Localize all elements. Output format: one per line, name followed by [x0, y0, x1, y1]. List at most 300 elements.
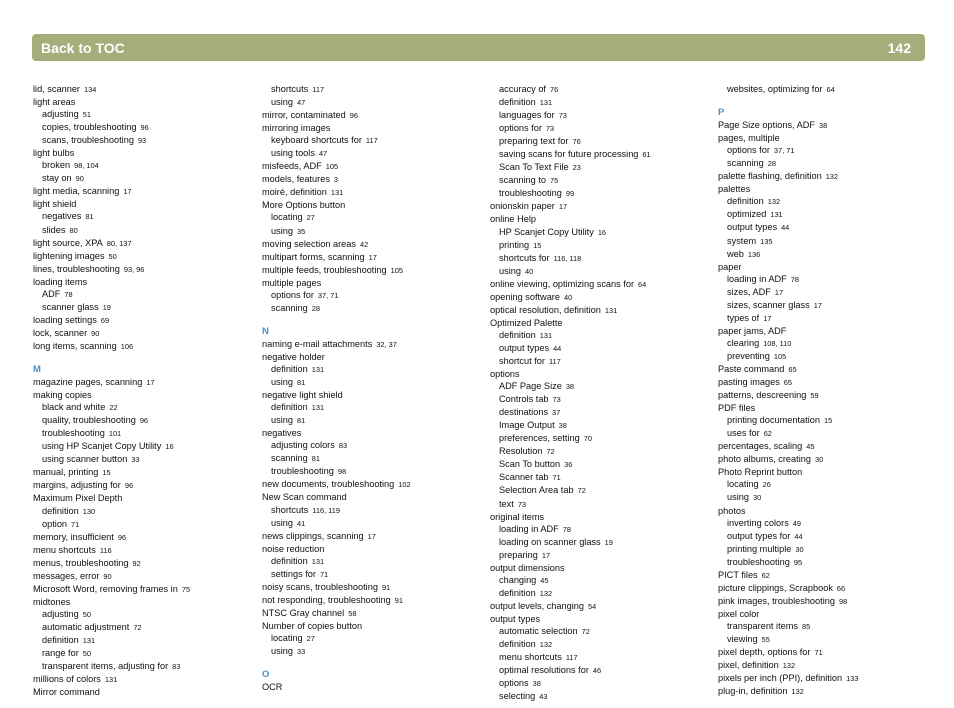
page-reference-link[interactable]: 131: [104, 675, 118, 685]
page-reference-link[interactable]: 96: [140, 123, 149, 133]
index-entry: [262, 427, 487, 439]
index-term: output dimensions: [490, 562, 565, 573]
index-term: locating: [727, 479, 759, 490]
page-reference-link[interactable]: 37: [552, 408, 561, 418]
page-reference-link[interactable]: 134: [83, 85, 97, 94]
index-term: automatic adjustment: [42, 621, 130, 632]
page-reference-link[interactable]: 130: [82, 506, 96, 516]
index-term: models, features: [262, 174, 330, 185]
index-term: adjusting colors: [271, 440, 335, 451]
index-entry: [262, 186, 487, 199]
page-reference-link[interactable]: 17: [368, 252, 377, 262]
index-subentry: [33, 608, 258, 621]
page-reference-link[interactable]: 117: [565, 653, 578, 663]
back-to-toc-link[interactable]: Back to TOC: [41, 39, 125, 56]
index-subentry: [490, 523, 715, 536]
page-reference-link[interactable]: 17: [367, 531, 376, 541]
page-reference-link[interactable]: 131: [770, 210, 783, 220]
index-term: lines, troubleshooting: [33, 263, 120, 274]
page-reference-link[interactable]: 37, 71: [773, 146, 795, 156]
page-reference-link[interactable]: 50: [82, 609, 92, 619]
page-reference-link[interactable]: 51: [82, 110, 92, 120]
page-reference-link[interactable]: 136: [747, 249, 761, 259]
page-reference-link[interactable]: 90: [91, 328, 100, 338]
index-term: not responding, troubleshooting: [262, 594, 391, 605]
index-entry: [33, 340, 258, 353]
index-term: palette flashing, definition: [718, 171, 822, 182]
page-reference-link[interactable]: 132: [767, 197, 781, 207]
page-reference-link[interactable]: 42: [359, 239, 369, 249]
page-reference-link[interactable]: 117: [312, 85, 325, 94]
index-entry: [490, 368, 715, 380]
index-subentry: [718, 478, 943, 491]
page-reference-link[interactable]: 45: [806, 442, 815, 452]
page-reference-link[interactable]: 28: [767, 159, 777, 169]
index-subentry: [262, 465, 487, 478]
page-reference-link[interactable]: 70: [583, 434, 592, 444]
index-term: light shield: [33, 199, 77, 210]
index-term: preparing: [499, 549, 538, 560]
index-term: original items: [490, 511, 545, 522]
index-subentry: [33, 159, 258, 172]
page-reference-link[interactable]: 71: [814, 648, 823, 658]
index-subentry: [718, 208, 943, 221]
index-letter-heading: P: [718, 107, 725, 119]
index-term: ADF Page Size: [499, 381, 562, 392]
page-reference-link[interactable]: 131: [539, 330, 553, 340]
index-term: preparing text for: [499, 136, 569, 147]
index-term: Page Size options, ADF: [718, 120, 816, 131]
index-entry: [262, 109, 487, 122]
index-subentry: [33, 453, 258, 466]
page-reference-link[interactable]: 96: [349, 111, 358, 121]
index-subentry: [262, 302, 487, 315]
page-reference-link[interactable]: 27: [306, 213, 315, 223]
page-reference-link[interactable]: 36: [564, 460, 573, 470]
page-reference-link[interactable]: 44: [794, 531, 803, 541]
page-reference-link[interactable]: 81: [296, 378, 306, 388]
index-term: pixels per inch (PPI), definition: [718, 673, 843, 684]
index-entry: [33, 96, 258, 108]
page-reference-link[interactable]: 17: [763, 313, 772, 323]
index-subentry: [718, 299, 943, 312]
index-term: opening software: [490, 291, 560, 302]
index-entry: [490, 613, 715, 625]
index-subentry: [490, 122, 715, 135]
page-reference-link[interactable]: 64: [826, 85, 835, 94]
page-reference-link[interactable]: 16: [597, 227, 607, 237]
index-subentry: [490, 355, 715, 368]
index-term: loading settings: [33, 314, 97, 325]
page-reference-link[interactable]: 30: [814, 455, 824, 465]
index-letter-heading: N: [262, 325, 269, 337]
index-term: More Options button: [262, 200, 346, 211]
page-reference-link[interactable]: 78: [64, 289, 73, 299]
page-reference-link[interactable]: 45: [540, 575, 549, 585]
page-reference-link[interactable]: 17: [813, 300, 822, 310]
index-term: inverting colors: [727, 517, 789, 528]
index-subentry: [262, 211, 487, 224]
index-term: sizes, ADF: [727, 286, 771, 297]
page-reference-link[interactable]: 35: [296, 226, 306, 236]
index-entry: [33, 686, 258, 698]
page-reference-link[interactable]: 26: [762, 480, 771, 490]
index-subentry: [490, 498, 715, 511]
page-reference-link[interactable]: 65: [788, 364, 797, 374]
page-reference-link[interactable]: 117: [548, 356, 561, 366]
page-reference-link[interactable]: 55: [761, 634, 770, 644]
index-entry: [33, 544, 258, 557]
page-reference-link[interactable]: 73: [558, 111, 567, 121]
index-letter-heading: O: [262, 669, 270, 681]
index-term: Controls tab: [499, 394, 549, 405]
page-reference-link[interactable]: 80: [69, 225, 78, 235]
page-reference-link[interactable]: 131: [604, 305, 618, 315]
page-reference-link[interactable]: 91: [394, 595, 403, 605]
index-term: paper jams, ADF: [718, 325, 787, 336]
index-entry: [490, 562, 715, 574]
index-term: sizes, scanner glass: [727, 299, 810, 310]
index-term: pages, multiple: [718, 133, 780, 144]
page-reference-link[interactable]: 78: [562, 524, 571, 534]
index-subentry: [718, 144, 943, 157]
index-term: manual, printing: [33, 467, 99, 478]
index-subentry: [262, 414, 487, 427]
page-reference-link[interactable]: 71: [552, 473, 561, 483]
page-reference-link[interactable]: 81: [296, 416, 306, 426]
page-reference-link[interactable]: 38: [565, 382, 575, 392]
index-term: negatives: [42, 211, 82, 222]
page-reference-link[interactable]: 30: [795, 544, 804, 554]
page-reference-link[interactable]: 93: [137, 136, 147, 146]
page-reference-link[interactable]: 90: [75, 174, 84, 184]
page-reference-link[interactable]: 71: [319, 569, 329, 579]
page-reference-link[interactable]: 59: [810, 391, 819, 401]
page-reference-link[interactable]: 132: [539, 640, 553, 650]
index-subentry: [262, 517, 487, 530]
page-reference-link[interactable]: 72: [546, 447, 555, 457]
index-subentry: [718, 556, 943, 569]
index-subentry: [490, 549, 715, 562]
page-reference-link[interactable]: 106: [120, 341, 134, 351]
index-term: paper: [718, 261, 742, 272]
index-subentry: [718, 286, 943, 299]
page-reference-link[interactable]: 15: [102, 468, 111, 478]
index-entry: [33, 327, 258, 340]
page-reference-link[interactable]: 30: [752, 493, 762, 503]
page-reference-link[interactable]: 38: [819, 121, 828, 131]
index-term: noisy scans, troubleshooting: [262, 581, 378, 592]
page-reference-link[interactable]: 72: [577, 486, 586, 496]
page-reference-link[interactable]: 133: [846, 674, 859, 684]
page-reference-link[interactable]: 98, 104: [74, 161, 99, 171]
page-reference-link[interactable]: 64: [638, 279, 647, 289]
index-entry: [262, 491, 487, 503]
page-reference-link[interactable]: 43: [539, 692, 548, 702]
index-entry: [718, 672, 943, 685]
index-entry: [718, 183, 943, 195]
page-reference-link[interactable]: 131: [82, 635, 96, 645]
index-term: printing: [499, 239, 530, 250]
index-entry: [33, 250, 258, 263]
page-reference-link[interactable]: 131: [539, 98, 553, 108]
page-reference-link[interactable]: 28: [311, 303, 321, 313]
index-subentry: [33, 427, 258, 440]
index-subentry: [33, 224, 258, 237]
index-term: output types: [727, 222, 778, 233]
index-term: millions of colors: [33, 674, 101, 685]
page-reference-link[interactable]: 135: [760, 236, 773, 246]
page-reference-link[interactable]: 132: [791, 687, 804, 697]
page-reference-link[interactable]: 105: [390, 265, 403, 275]
index-entry: [33, 83, 258, 96]
page-reference-link[interactable]: 85: [801, 621, 811, 631]
index-subentry: [33, 288, 258, 301]
page-reference-link[interactable]: 62: [763, 429, 772, 439]
page-reference-link[interactable]: 49: [792, 518, 802, 528]
page-reference-link[interactable]: 117: [365, 136, 378, 146]
index-term: troubleshooting: [42, 428, 105, 439]
page-reference-link[interactable]: 132: [539, 588, 553, 598]
page-reference-link[interactable]: 15: [823, 416, 833, 426]
page-reference-link[interactable]: 47: [318, 149, 328, 159]
index-subentry: [490, 135, 715, 148]
index-term: lightening images: [33, 250, 105, 261]
page-reference-link[interactable]: 131: [311, 364, 325, 374]
page-reference-link[interactable]: 17: [541, 550, 551, 560]
page-reference-link[interactable]: 69: [100, 315, 110, 325]
index-subentry: [490, 677, 715, 690]
page-reference-link[interactable]: 44: [781, 223, 790, 233]
index-term: definition: [42, 505, 79, 516]
index-term: destinations: [499, 407, 549, 418]
page-reference-link[interactable]: 96: [139, 416, 149, 426]
index-subentry: [262, 439, 487, 452]
page-reference-link[interactable]: 17: [123, 187, 132, 197]
page-reference-link[interactable]: 95: [793, 557, 803, 567]
index-term: multiple feeds, troubleshooting: [262, 264, 387, 275]
page-reference-link[interactable]: 62: [761, 570, 770, 580]
page-reference-link[interactable]: 50: [82, 649, 92, 659]
index-entry: [262, 389, 487, 401]
page-reference-link[interactable]: 40: [563, 292, 573, 302]
page-reference-link[interactable]: 132: [782, 661, 796, 671]
index-term: noise reduction: [262, 543, 325, 554]
page-reference-link[interactable]: 132: [825, 172, 839, 182]
index-entry: [718, 170, 943, 183]
index-subentry: [490, 174, 715, 187]
index-entry: [33, 570, 258, 583]
page-reference-link[interactable]: 75: [181, 584, 191, 594]
page-reference-link[interactable]: 19: [604, 537, 613, 547]
index-entry: [262, 530, 487, 543]
page-number: 142: [887, 39, 911, 56]
page-reference-link[interactable]: 96: [124, 481, 134, 491]
page-reference-link[interactable]: 131: [311, 403, 325, 413]
page-reference-link[interactable]: 92: [132, 558, 141, 568]
index-term: definition: [727, 196, 764, 207]
page-reference-link[interactable]: 17: [774, 287, 784, 297]
page-reference-link[interactable]: 93, 96: [123, 264, 145, 274]
index-term: midtones: [33, 596, 71, 607]
index-term: Maximum Pixel Depth: [33, 493, 123, 504]
page-reference-link[interactable]: 44: [553, 343, 562, 353]
page-reference-link[interactable]: 75: [550, 176, 559, 186]
page-reference-link[interactable]: 73: [517, 499, 527, 509]
page-reference-link[interactable]: 71: [71, 519, 80, 529]
page-reference-link[interactable]: 33: [131, 455, 140, 465]
index-term: Number of copies button: [262, 620, 363, 631]
index-entry: [490, 200, 715, 213]
index-term: definition: [42, 634, 79, 645]
page-reference-link[interactable]: 76: [549, 85, 559, 94]
page-reference-link[interactable]: 72: [133, 622, 142, 632]
page-reference-link[interactable]: 90: [103, 571, 112, 581]
page-reference-link[interactable]: 81: [85, 212, 94, 222]
index-term: long items, scanning: [33, 340, 117, 351]
page-reference-link[interactable]: 78: [790, 274, 799, 284]
page-reference-link[interactable]: 27: [306, 633, 315, 643]
page-reference-link[interactable]: 108, 110: [763, 338, 792, 348]
page-reference-link[interactable]: 131: [330, 188, 344, 198]
index-subentry: [262, 555, 487, 568]
index-entry: [262, 478, 487, 491]
index-term: HP Scanjet Copy Utility: [499, 226, 594, 237]
index-subentry: [490, 432, 715, 445]
index-subentry: [490, 393, 715, 406]
index-entry: [718, 389, 943, 402]
index-term: preferences, setting: [499, 433, 580, 444]
index-term: copies, troubleshooting: [42, 122, 137, 133]
index-term: messages, error: [33, 570, 100, 581]
index-term: using: [271, 646, 293, 657]
page-reference-link[interactable]: 19: [102, 302, 111, 312]
index-entry: [33, 147, 258, 159]
page-reference-link[interactable]: 98: [337, 467, 347, 477]
index-subentry: [490, 484, 715, 497]
page-reference-link[interactable]: 99: [565, 189, 575, 199]
index-entry: [262, 594, 487, 607]
index-term: optimized: [727, 209, 767, 220]
page-reference-link[interactable]: 17: [146, 378, 155, 388]
page-reference-link[interactable]: 38: [532, 679, 541, 689]
page-reference-link[interactable]: 47: [296, 98, 306, 108]
page-reference-link[interactable]: 83: [338, 441, 348, 451]
page-reference-link[interactable]: 22: [109, 403, 118, 413]
index-term: using: [271, 377, 293, 388]
page-reference-link[interactable]: 116, 118: [553, 253, 582, 263]
page-reference-link[interactable]: 116: [99, 545, 112, 555]
index-subentry: [718, 414, 943, 427]
index-subentry: [490, 638, 715, 651]
page-reference-link[interactable]: 33: [296, 647, 306, 657]
index-subentry: [33, 440, 258, 453]
index-entry: [718, 595, 943, 608]
index-term: definition: [499, 329, 536, 340]
page-reference-link[interactable]: 3: [333, 175, 339, 185]
page-reference-link[interactable]: 40: [524, 266, 534, 276]
page-reference-link[interactable]: 91: [381, 582, 391, 592]
index-subentry: [490, 148, 715, 161]
index-subentry: [490, 574, 715, 587]
index-term: naming e-mail attachments: [262, 338, 373, 349]
page-reference-link[interactable]: 83: [172, 662, 181, 672]
page-reference-link[interactable]: 46: [592, 666, 602, 676]
page-reference-link[interactable]: 96: [117, 532, 127, 542]
index-subentry: [718, 195, 943, 208]
index-term: automatic selection: [499, 625, 578, 636]
index-entry: [262, 264, 487, 277]
index-term: clearing: [727, 337, 760, 348]
page-reference-link[interactable]: 101: [108, 429, 122, 439]
page-reference-link[interactable]: 102: [398, 480, 411, 490]
index-entry: [490, 317, 715, 329]
page-reference-link[interactable]: 50: [108, 251, 117, 261]
index-entry: [262, 607, 487, 620]
index-entry: [490, 304, 715, 317]
index-entry: [33, 185, 258, 198]
page-reference-link[interactable]: 105: [773, 351, 787, 361]
page-reference-link[interactable]: 66: [836, 583, 846, 593]
index-term: shortcuts: [271, 84, 309, 94]
index-entry: [718, 659, 943, 672]
index-subentry: [490, 445, 715, 458]
index-term: pixel color: [718, 608, 760, 619]
page-reference-link[interactable]: 61: [642, 150, 651, 160]
page-reference-link[interactable]: 65: [783, 378, 793, 388]
index-subentry: [490, 109, 715, 122]
index-subentry: [718, 83, 943, 96]
index-term: broken: [42, 160, 71, 171]
page-reference-link[interactable]: 73: [552, 395, 561, 405]
index-term: New Scan command: [262, 492, 347, 503]
page-reference-link[interactable]: 41: [296, 518, 306, 528]
page-reference-link[interactable]: 37, 71: [317, 290, 339, 300]
index-entry: [33, 263, 258, 276]
page-reference-link[interactable]: 81: [311, 454, 321, 464]
page-reference-link[interactable]: 98: [838, 596, 848, 606]
page-reference-link[interactable]: 58: [348, 608, 357, 618]
page-reference-link[interactable]: 17: [558, 202, 568, 212]
index-term: options for: [271, 289, 314, 300]
page-reference-link[interactable]: 105: [325, 162, 339, 172]
page-reference-link[interactable]: 73: [545, 124, 555, 134]
index-term: locating: [271, 632, 303, 643]
page-reference-link[interactable]: 72: [581, 626, 590, 636]
index-term: using: [271, 97, 293, 108]
index-column-4: [718, 83, 943, 698]
page-reference-link[interactable]: 38: [558, 421, 567, 431]
page-reference-link[interactable]: 54: [587, 601, 597, 611]
index-entry: [490, 213, 715, 225]
index-term: negatives: [262, 428, 302, 439]
index-entry: [262, 238, 487, 251]
page-reference-link[interactable]: 76: [572, 137, 581, 147]
index-subentry: [490, 587, 715, 600]
index-term: menus, troubleshooting: [33, 557, 129, 568]
index-entry: [33, 466, 258, 479]
page-reference-link[interactable]: 15: [533, 240, 542, 250]
page-reference-link[interactable]: 23: [572, 163, 581, 173]
index-term: saving scans for future processing: [499, 149, 639, 160]
page-reference-link[interactable]: 32, 37: [376, 339, 397, 349]
index-term: pixel depth, options for: [718, 647, 811, 658]
page-reference-link[interactable]: 131: [311, 556, 325, 566]
page-reference-link[interactable]: 16: [165, 442, 174, 452]
index-term: light areas: [33, 97, 76, 108]
page-reference-link[interactable]: 116, 119: [312, 505, 340, 515]
page-reference-link[interactable]: 80, 137: [106, 238, 132, 248]
